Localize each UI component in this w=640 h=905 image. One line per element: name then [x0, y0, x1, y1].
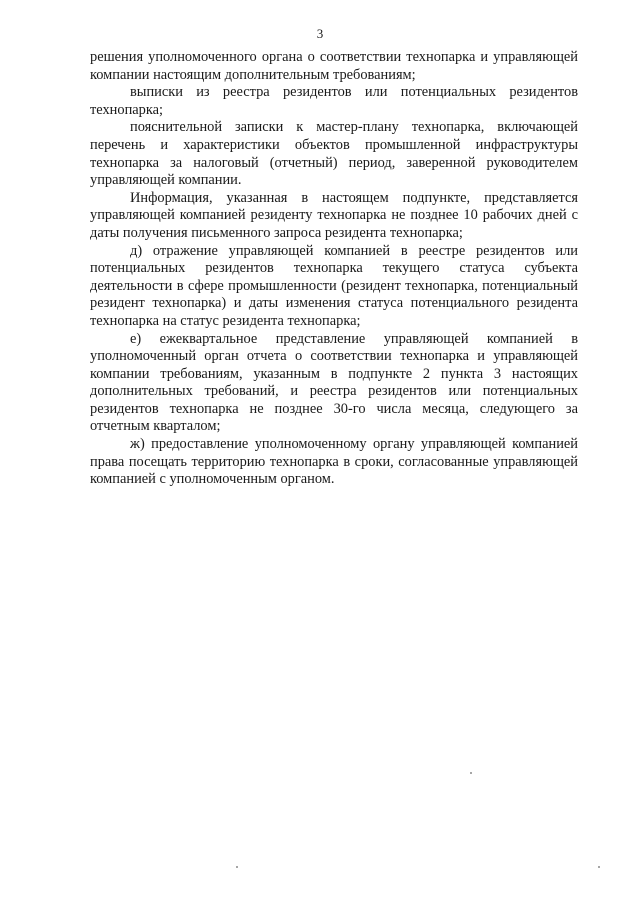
page-number: 3	[316, 26, 324, 41]
scan-speck	[236, 866, 238, 868]
paragraph-information-provision: Информация, указанная в настоящем подпункте, представляется управляющей компанией резиденту технопарка не позднее 10 рабочих дней с даты получения письменного запроса резидента технопарка;	[90, 189, 578, 241]
paragraph-item-d: д) отражение управляющей компанией в реестре резидентов или потенциальных резидентов технопарка текущего статуса субъекта деятельности в сфере промышленности (резидент технопарка, потенциальный резидент технопарка) и даты изменения статуса потенциального резидента технопарка на статус резидента технопарка;	[90, 242, 578, 329]
paragraph-item-zh: ж) предоставление уполномоченному органу управляющей компанией права посещать территорию технопарка в сроки, согласованные управляющей компанией с уполномоченным органом.	[90, 436, 578, 488]
paragraph-item-e: е) ежеквартальное представление управляющей компанией в уполномоченный орган отчета о соответствии технопарка и управляющей компании требованиям, указанным в подпункте 2 пункта 3 настоящих дополнительных требований, и реестра резидентов или потенциальных резидентов технопарка не позднее 30-го числа месяца, следующего за отчетным кварталом;	[90, 330, 578, 435]
paragraph-decision: решения уполномоченного органа о соответствии технопарка и управляющей компании настоящим дополнительным требованиям;	[90, 49, 578, 83]
scan-speck	[470, 772, 472, 774]
paragraph-master-plan-note: пояснительной записки к мастер-плану технопарка, включающей перечень и характеристики объектов промышленной инфраструктуры технопарка за налоговый (отчетный) период, заверенной руководителем управляющей компании.	[90, 119, 578, 189]
document-body	[90, 49, 578, 489]
scan-speck	[598, 866, 600, 868]
paragraph-registry-extract: выписки из реестра резидентов или потенциальных резидентов технопарка;	[90, 84, 578, 118]
